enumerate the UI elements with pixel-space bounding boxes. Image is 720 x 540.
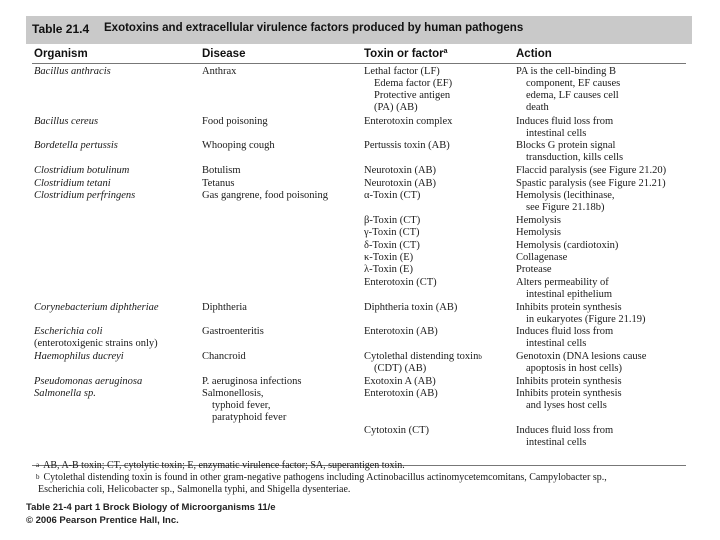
disease-cell (202, 178, 360, 190)
cell-line: Edema factor (EF) (374, 78, 453, 89)
cell-line: Tetanus (202, 177, 235, 189)
cell-line: Neurotoxin (AB) (364, 177, 437, 189)
cell-line: Clostridium botulinum (34, 165, 130, 177)
cell-line: Induces fluid loss from (516, 425, 614, 437)
toxin-cell (364, 277, 514, 289)
cell-line: Gas gangrene, food poisoning (202, 189, 328, 201)
cell-line: Escherichia coli (34, 326, 103, 338)
table-row (26, 240, 692, 252)
action-cell (516, 351, 692, 375)
toxin-cell (364, 165, 514, 177)
cell-line: Neurotoxin (AB) (364, 165, 437, 177)
cell-line: death (526, 102, 549, 113)
organism-cell (34, 388, 194, 400)
cell-line: Clostridium tetani (34, 177, 111, 189)
cell-line: Food poisoning (202, 115, 268, 127)
cell-line: intestinal cells (526, 127, 587, 139)
cell-line: Enterotoxin complex (364, 115, 453, 127)
toxin-cell (364, 190, 514, 202)
organism-cell (34, 178, 194, 190)
toxin-cell (364, 116, 514, 128)
disease-cell (202, 351, 360, 363)
table-row (26, 165, 692, 177)
table-row (26, 277, 692, 302)
cell-line: Alters permeability of (516, 276, 609, 288)
cell-line: Hemolysis (lecithinase, (516, 189, 615, 201)
table-row (26, 326, 692, 351)
cell-line: α-Toxin (CT) (364, 189, 421, 201)
cell-line: δ-Toxin (CT) (364, 239, 420, 251)
toxin-cell (364, 140, 514, 152)
cell-line: Flaccid paralysis (see Figure 21.20) (516, 165, 667, 177)
table-row (26, 140, 692, 165)
organism-cell (34, 326, 194, 350)
cell-line: Diphtheria toxin (AB) (364, 301, 458, 313)
cell-line: intestinal epithelium (526, 288, 613, 300)
table-row (26, 425, 692, 450)
cell-line: Chancroid (202, 351, 246, 363)
table-row (26, 302, 692, 327)
table-row (26, 351, 692, 376)
table-row (26, 215, 692, 227)
action-cell (516, 376, 692, 388)
toxin-cell (364, 240, 514, 252)
cell-line: Inhibits protein synthesis (516, 375, 622, 387)
cell-line: apoptosis in host cells) (526, 363, 622, 375)
table-row (26, 388, 692, 425)
action-cell (516, 388, 692, 412)
cell-line: Whooping cough (202, 140, 275, 152)
action-cell (516, 425, 692, 449)
header-toxin-label: Toxin or factor (364, 48, 444, 60)
action-cell (516, 165, 692, 177)
cell-line: Enterotoxin (AB) (364, 388, 438, 400)
action-cell (516, 215, 692, 227)
cell-line: Cytolethal distending toxin$^b$ (364, 351, 482, 363)
action-cell (516, 140, 692, 164)
table-row (26, 252, 692, 264)
footnote (38, 484, 350, 495)
toxin-cell (364, 351, 514, 375)
cell-line: κ-Toxin (E) (364, 251, 414, 263)
footnote (36, 460, 405, 471)
footnote-text: Cytolethal distending toxin is found in other gram-negative pathogens including Actinobacillus actinomycetemcomitans, Campylobacter sp., (43, 472, 607, 483)
action-cell (516, 178, 692, 190)
cell-line: (enterotoxigenic strains only) (34, 338, 158, 350)
cell-line: Induces fluid loss from (516, 326, 614, 338)
cell-line: edema, LF causes cell (526, 90, 619, 101)
cell-line: in eukaryotes (Figure 21.19) (526, 313, 646, 325)
disease-cell (202, 66, 360, 78)
disease-cell (202, 140, 360, 152)
toxin-cell (364, 227, 514, 239)
toxin-footnote-mark: b (478, 353, 482, 362)
organism-cell (34, 190, 194, 202)
action-cell (516, 277, 692, 301)
toxin-cell (364, 326, 514, 338)
footnote-text: Escherichia coli, Helicobacter sp., Salmonella typhi, and Shigella dysenteriae. (38, 484, 351, 495)
table-row (26, 116, 692, 141)
toxin-cell (364, 215, 514, 227)
header-disease: Disease (202, 48, 246, 60)
cell-line: Hemolysis (cardiotoxin) (516, 239, 619, 251)
cell-line: see Figure 21.18b) (526, 201, 605, 213)
table-body (26, 66, 692, 450)
cell-line: Hemolysis (516, 227, 561, 239)
table-title: Exotoxins and extracellular virulence factors produced by human pathogens (104, 22, 524, 34)
cell-line: Haemophilus ducreyi (34, 351, 124, 363)
footnote-mark: b (36, 473, 40, 481)
caption-line-2: © 2006 Pearson Prentice Hall, Inc. (26, 515, 179, 526)
cell-line: Inhibits protein synthesis (516, 388, 622, 400)
cell-line: Salmonellosis, (202, 388, 264, 400)
cell-line: Enterotoxin (AB) (364, 326, 438, 338)
cell-line: PA is the cell-binding B (516, 66, 616, 77)
toxin-cell (364, 376, 514, 388)
cell-line: Cytotoxin (CT) (364, 425, 430, 437)
table-row (26, 376, 692, 388)
organism-cell (34, 140, 194, 152)
toxin-cell (364, 178, 514, 190)
toxin-cell (364, 388, 514, 400)
organism-cell (34, 376, 194, 388)
cell-line: typhoid fever, (212, 400, 271, 412)
cell-line: Anthrax (202, 66, 237, 77)
cell-line: Lethal factor (LF) (364, 66, 440, 77)
cell-line: Exotoxin A (AB) (364, 375, 436, 387)
table-number: Table 21.4 (32, 22, 90, 36)
disease-cell (202, 116, 360, 128)
cell-line: Pertussis toxin (AB) (364, 140, 450, 152)
cell-line: (PA) (AB) (374, 102, 418, 113)
header-rule (32, 63, 686, 64)
disease-cell (202, 165, 360, 177)
toxin-cell (364, 252, 514, 264)
footnote-mark: a (36, 461, 40, 469)
toxin-cell (364, 302, 514, 314)
action-cell (516, 227, 692, 239)
table-row (26, 178, 692, 190)
cell-line: Botulism (202, 165, 241, 177)
cell-line: Hemolysis (516, 214, 561, 226)
cell-line: Inhibits protein synthesis (516, 301, 622, 313)
disease-cell (202, 326, 360, 338)
action-cell (516, 264, 692, 276)
cell-line: intestinal cells (526, 338, 587, 350)
organism-cell (34, 302, 194, 314)
cell-line: Bacillus cereus (34, 115, 99, 127)
organism-cell (34, 351, 194, 363)
cell-line: Protective antigen (374, 90, 451, 101)
cell-line: transduction, kills cells (526, 152, 624, 164)
cell-line: component, EF causes (526, 78, 621, 89)
table-row (26, 227, 692, 239)
table-row (26, 264, 692, 276)
cell-line: Collagenase (516, 251, 568, 263)
table-row (26, 66, 692, 116)
table-row (26, 190, 692, 215)
header-organism: Organism (34, 48, 88, 60)
disease-cell (202, 388, 360, 424)
footnote-text: AB, A-B toxin; CT, cytolytic toxin; E, enzymatic virulence factor; SA, superantigen toxin. (43, 460, 405, 471)
cell-line: and lyses host cells (526, 400, 607, 412)
cell-line: γ-Toxin (CT) (364, 227, 420, 239)
table-frame (26, 16, 692, 464)
cell-line: Genotoxin (DNA lesions cause (516, 351, 647, 363)
action-cell (516, 302, 692, 326)
disease-cell (202, 376, 360, 388)
cell-line: Bordetella pertussis (34, 140, 118, 152)
cell-line: intestinal cells (526, 437, 587, 449)
organism-cell (34, 165, 194, 177)
cell-line: Induces fluid loss from (516, 115, 614, 127)
action-cell (516, 66, 692, 114)
cell-line: Clostridium perfringens (34, 189, 136, 201)
caption-line-1: Table 21-4 part 1 Brock Biology of Microorganisms 11/e (26, 502, 276, 513)
cell-line: Corynebacterium diphtheriae (34, 301, 159, 313)
cell-line: (CDT) (AB) (374, 363, 427, 375)
disease-cell (202, 190, 360, 202)
cell-line: Diphtheria (202, 301, 247, 313)
cell-line: Bacillus anthracis (34, 66, 111, 77)
cell-line: P. aeruginosa infections (202, 375, 302, 387)
action-cell (516, 240, 692, 252)
action-cell (516, 116, 692, 140)
header-toxin (364, 48, 448, 60)
toxin-cell (364, 425, 514, 437)
cell-line: Blocks G protein signal (516, 140, 616, 152)
cell-line: paratyphoid fever (212, 412, 287, 424)
cell-line: Enterotoxin (CT) (364, 276, 437, 288)
footnote (36, 472, 607, 483)
table-banner (26, 16, 692, 44)
cell-line: Salmonella sp. (34, 388, 96, 400)
cell-line: Gastroenteritis (202, 326, 264, 338)
toxin-cell (364, 264, 514, 276)
cell-line: β-Toxin (CT) (364, 214, 421, 226)
organism-cell (34, 66, 194, 78)
cell-line: Spastic paralysis (see Figure 21.21) (516, 177, 666, 189)
organism-cell (34, 116, 194, 128)
header-action: Action (516, 48, 552, 60)
toxin-cell (364, 66, 514, 114)
header-toxin-footnote-mark: a (443, 48, 448, 55)
action-cell (516, 252, 692, 264)
action-cell (516, 326, 692, 350)
action-cell (516, 190, 692, 214)
cell-line: Protease (516, 264, 552, 276)
cell-line: λ-Toxin (E) (364, 264, 413, 276)
cell-line: Pseudomonas aeruginosa (34, 375, 143, 387)
disease-cell (202, 302, 360, 314)
